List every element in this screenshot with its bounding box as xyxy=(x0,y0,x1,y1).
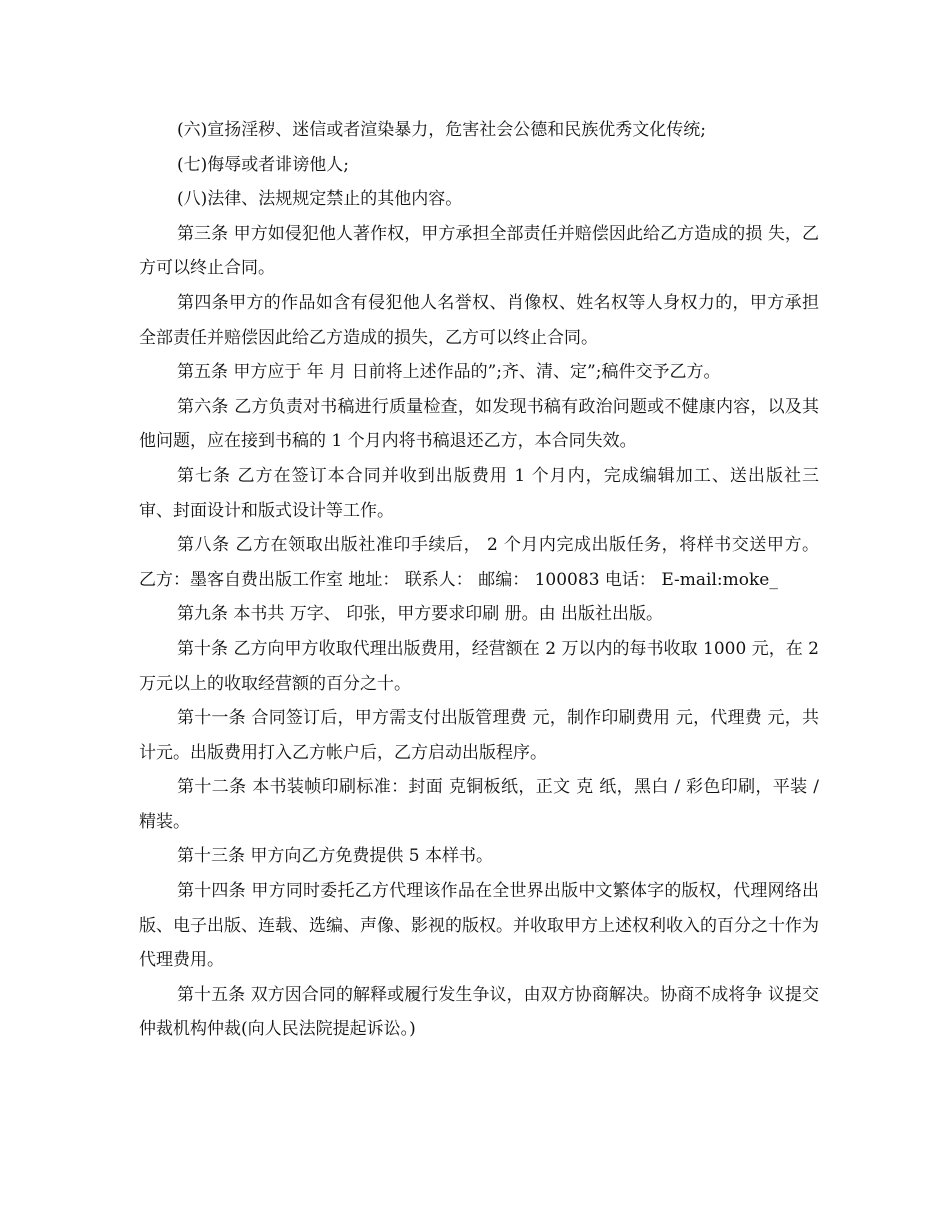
article-14: 第十四条 甲方同时委托乙方代理该作品在全世界出版中文繁体字的版权，代理网络出版、电子出版、连载、选编、声像、影视的版权。并收取甲方上述权利收入的百分之十作为代理费用。 xyxy=(139,881,819,971)
article-3: 第三条 甲方如侵犯他人著作权，甲方承担全部责任并赔偿因此给乙方造成的损 失，乙方可以终止合同。 xyxy=(139,223,819,279)
article-4: 第四条甲方的作品如含有侵犯他人名誉权、肖像权、姓名权等人身权力的，甲方承担全部责任并赔偿因此给乙方造成的损失，乙方可以终止合同。 xyxy=(139,292,819,348)
article-13: 第十三条 甲方向乙方免费提供 5 本样书。 xyxy=(177,846,494,867)
article-11: 第十一条 合同签订后，甲方需支付出版管理费 元，制作印刷费用 元，代理费 元，共计元。出版费用打入乙方帐户后，乙方启动出版程序。 xyxy=(139,708,819,763)
article-5: 第五条 甲方应于 年 月 日前将上述作品的”;齐、清、定”;稿件交予乙方。 xyxy=(177,362,721,383)
clause-item-7: (七)侮辱或者诽谤他人; xyxy=(177,154,349,175)
article-6: 第六条 乙方负责对书稿进行质量检查，如发现书稿有政治问题或不健康内容，以及其他问题，应在接到书稿的 1 个月内将书稿退还乙方，本合同失效。 xyxy=(139,396,819,452)
clause-item-8: (八)法律、法规规定禁止的其他内容。 xyxy=(177,189,463,210)
article-8: 第八条 乙方在领取出版社准印手续后， 2 个月内完成出版任务，将样书交送甲方。 乙方：墨客自费出版工作室 地址： 联系人： 邮编： 100083 电话： E-mail:moke_ xyxy=(139,535,825,590)
article-12: 第十二条 本书装帧印刷标准：封面 克铜板纸，正文 克 纸，黑白 / 彩色印刷，平装 / 精装。 xyxy=(139,777,825,832)
article-10: 第十条 乙方向甲方收取代理出版费用，经营额在 2 万以内的每书收取 1000 元，在 2 万元以上的收取经营额的百分之十。 xyxy=(139,638,825,694)
article-9: 第九条 本书共 万字、 印张，甲方要求印刷 册。由 出版社出版。 xyxy=(177,604,664,625)
clause-item-6: (六)宣扬淫秽、迷信或者渲染暴力，危害社会公德和民族优秀文化传统; xyxy=(177,120,706,140)
article-15: 第十五条 双方因合同的解释或履行发生争议，由双方协商解决。协商不成将争 议提交仲裁机构仲裁(向人民法院提起诉讼。) xyxy=(139,984,819,1040)
document-page xyxy=(139,113,825,1047)
article-7: 第七条 乙方在签订本合同并收到出版费用 1 个月内，完成编辑加工、送出版社三 审、封面设计和版式设计等工作。 xyxy=(139,465,825,521)
